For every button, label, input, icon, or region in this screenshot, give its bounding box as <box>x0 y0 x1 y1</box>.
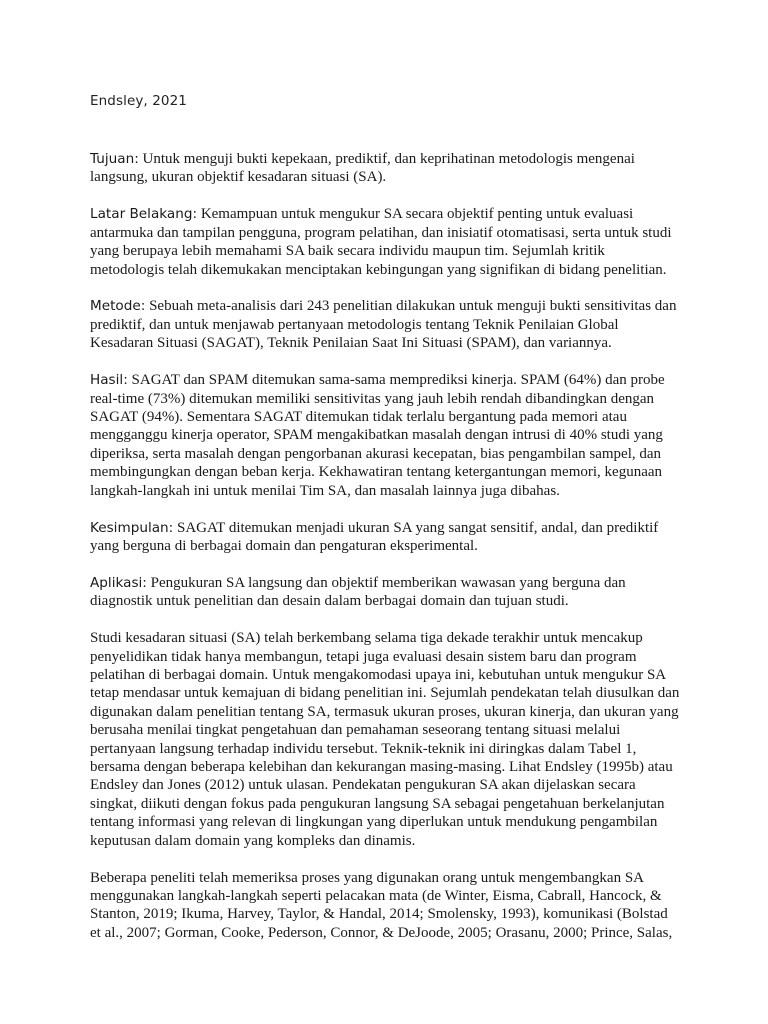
paragraph-label: Hasil: <box>90 372 128 389</box>
paragraph-label: Kesimpulan: <box>90 519 174 536</box>
paragraph-latar-belakang <box>90 205 682 279</box>
paragraph-aplikasi <box>90 574 682 611</box>
paragraph-label: Aplikasi: <box>90 574 147 591</box>
paragraph-text: SAGAT ditemukan menjadi ukuran SA yang sangat sensitif, andal, dan prediktif yang berguna di berbagai domain dan pengaturan eksperimental. <box>90 519 659 554</box>
paragraph-text: SAGAT dan SPAM ditemukan sama-sama memprediksi kinerja. SPAM (64%) dan probe real-time (73%) ditemukan memiliki sensitivitas yang jauh lebih rendah dibandingkan dengan SAGAT (94%). Sementara SAGAT ditemukan tidak terlalu bergantung pada memori atau mengganggu kinerja operator, SPAM mengakibatkan masalah dengan intrusi di 40% studi yang diperiksa, serta masalah dengan pengorbanan akurasi kecepatan, bias pengambilan sampel, dan membingungkan dengan beban kerja. Kekhawatiran tentang ketergantungan memori, kegunaan langkah-langkah ini untuk menilai Tim SA, dan masalah lainnya juga dibahas. <box>90 372 665 499</box>
paragraph-text: Beberapa peneliti telah memeriksa proses yang digunakan orang untuk mengembangkan SA menggunakan langkah-langkah seperti pelacakan mata (de Winter, Eisma, Cabrall, Hancock, & Stanton, 2019; Ikuma, Harvey, Taylor, & Handal, 2014; Smolensky, 1993), komunikasi (Bolstad et al., 2007; Gorman, Cooke, Pederson, Connor, & DeJoode, 2005; Orasanu, 2000; Prince, Salas, <box>90 869 673 941</box>
paragraph-intro <box>90 629 682 850</box>
paragraph-text: Untuk menguji bukti kepekaan, prediktif, dan keprihatinan metodologis mengenai langsung, ukuran objektif kesadaran situasi (SA). <box>90 151 635 186</box>
document-body <box>90 150 682 961</box>
paragraph-text: Pengukuran SA langsung dan objektif memberikan wawasan yang berguna dan diagnostik untuk penelitian dan desain dalam berbagai domain dan tujuan studi. <box>90 574 626 610</box>
paragraph-text: Studi kesadaran situasi (SA) telah berkembang selama tiga dekade terakhir untuk mencakup penyelidikan tidak hanya membangun, tetapi juga evaluasi desain sistem baru dan program pelatihan di berbagai domain. Untuk mengakomodasi upaya ini, kebutuhan untuk mengukur SA tetap mendasar untuk kemajuan di bidang penelitian ini. Sejumlah pendekatan telah diusulkan dan digunakan dalam penelitian tentang SA, termasuk ukuran proses, ukuran kinerja, dan ukuran yang berusaha menilai tingkat pengetahuan dan pemahaman seseorang tentang situasi melalui pertanyaan langsung terhadap individu tersebut. Teknik-teknik ini diringkas dalam Tabel 1, bersama dengan beberapa kelebihan dan kekurangan masing-masing. Lihat Endsley (1995b) atau Endsley dan Jones (2012) untuk ulasan. Pendekatan pengukuran SA akan dijelaskan secara singkat, diikuti dengan fokus pada pengukuran langsung SA sebagai pengetahuan berkelanjutan tentang informasi yang relevan di lingkungan yang diperlukan untuk mendukung pengambilan keputusan dalam domain yang kompleks dan dinamis. <box>90 630 680 849</box>
paragraph-label: Tujuan: <box>90 151 139 167</box>
paragraph-label: Metode: <box>90 298 146 315</box>
paragraph-metode <box>90 297 682 352</box>
paragraph-tujuan <box>90 150 682 187</box>
paragraph-label: Latar Belakang: <box>90 206 198 223</box>
document-header: Endsley, 2021 <box>90 93 187 109</box>
paragraph-hasil <box>90 371 682 500</box>
paragraph-text: Kemampuan untuk mengukur SA secara objektif penting untuk evaluasi antarmuka dan tampilan pengguna, program pelatihan, dan inisiatif otomatisasi, serta untuk studi yang berupaya lebih memahami SA baik secara individu maupun tim. Sejumlah kritik metodologis telah dikemukakan menciptakan kebingungan yang signifikan di bidang penelitian. <box>90 206 672 278</box>
paragraph-text: Sebuah meta-analisis dari 243 penelitian dilakukan untuk menguji bukti sensitivitas dan prediktif, dan untuk menjawab pertanyaan metodologis tentang Teknik Penilaian Global Kesadaran Situasi (SAGAT), Teknik Penilaian Saat Ini Situasi (SPAM), dan variannya. <box>90 298 677 352</box>
paragraph-kesimpulan <box>90 519 682 556</box>
paragraph-peneliti <box>90 869 682 943</box>
